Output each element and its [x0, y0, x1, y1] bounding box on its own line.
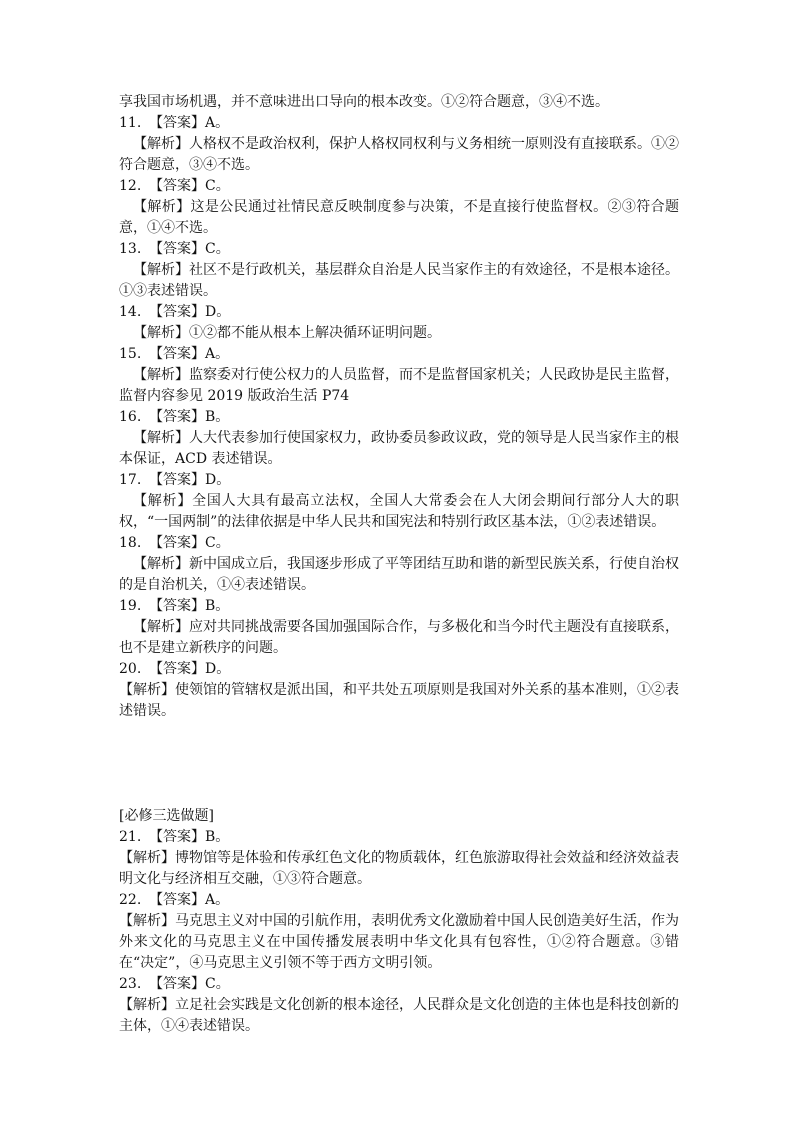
explanation-text: 【解析】使领馆的管辖权是派出国，和平共处五项原则是我国对外关系的基本准则，①②表述错误。: [119, 682, 679, 719]
section-title: [必修三选做题]: [119, 808, 214, 824]
answer-text: 【答案】C。: [149, 535, 230, 551]
answer-text: 【答案】A。: [149, 346, 230, 362]
question-number: 15.: [119, 346, 142, 362]
answer-line: [119, 659, 679, 680]
question-number: 22.: [119, 892, 142, 908]
explanation-text: 【解析】应对共同挑战需要各国加强国际合作，与多极化和当今时代主题没有直接联系，也不是建立新秩序的问题。: [119, 619, 679, 656]
answer-line: [119, 302, 679, 323]
question-number: 21.: [119, 829, 142, 845]
question-number: 12.: [119, 178, 142, 194]
question-number: 20.: [119, 661, 142, 677]
answer-text: 【答案】A。: [149, 892, 230, 908]
answer-line: [119, 470, 679, 491]
explanation-text: 【解析】人格权不是政治权利，保护人格权同权利与义务相统一原则没有直接联系。①②符合题意，③④不选。: [119, 136, 679, 173]
answer-text: 【答案】D。: [149, 472, 231, 488]
answer-text: 【答案】B。: [149, 598, 230, 614]
explanation-text: 【解析】①②都不能从根本上解决循环证明问题。: [133, 325, 441, 341]
explanation-text: 【解析】博物馆等是体验和传承红色文化的物质载体，红色旅游取得社会效益和经济效益表明文化与经济相互交融，①③符合题意。: [119, 850, 679, 887]
answer-text: 【答案】C。: [149, 241, 230, 257]
question-number: 13.: [119, 241, 142, 257]
explanation-text: 【解析】立足社会实践是文化创新的根本途径，人民群众是文化创造的主体也是科技创新的主体，①④表述错误。: [119, 997, 679, 1034]
question-number: 18.: [119, 535, 142, 551]
explanation-text: 【解析】全国人大具有最高立法权，全国人大常委会在人大闭会期间行部分人大的职权，“一国两制”的法律依据是中华人民共和国宪法和特别行政区基本法，①②表述错误。: [119, 493, 679, 530]
explanation-text: 【解析】监察委对行使公权力的人员监督，而不是监督国家机关；人民政协是民主监督，监督内容参见 2019 版政治生活 P74: [119, 367, 679, 404]
question-number: 23.: [119, 976, 142, 992]
document-page: [119, 92, 679, 1037]
answer-text: 【答案】D。: [149, 661, 231, 677]
answer-line: [119, 890, 679, 911]
answer-text: 【答案】C。: [149, 976, 230, 992]
answer-line: [119, 974, 679, 995]
question-number: 11.: [119, 115, 142, 131]
answer-line: [119, 827, 679, 848]
answer-text: 【答案】D。: [149, 304, 231, 320]
answer-text: 【答案】C。: [149, 178, 230, 194]
answer-line: [119, 596, 679, 617]
explanation-text: 【解析】新中国成立后，我国逐步形成了平等团结互助和谐的新型民族关系，行使自治权的是自治机关，①④表述错误。: [119, 556, 679, 593]
answer-text: 【答案】B。: [149, 409, 230, 425]
explanation-text: 【解析】人大代表参加行使国家权力，政协委员参政议政，党的领导是人民当家作主的根本保证，ACD 表述错误。: [119, 430, 679, 467]
explanation-text: 【解析】马克思主义对中国的引航作用，表明优秀文化激励着中国人民创造美好生活，作为外来文化的马克思主义在中国传播发展表明中华文化具有包容性，①②符合题意。③错在“决定”，④马克思主义引领不等于西方文明引领。: [119, 913, 679, 971]
answer-line: [119, 533, 679, 554]
intro-line: 享我国市场机遇，并不意味进出口导向的根本改变。①②符合题意，③④不选。: [119, 94, 609, 110]
answers-part-1: [119, 113, 679, 722]
answer-line: [119, 239, 679, 260]
answer-text: 【答案】A。: [149, 115, 230, 131]
section-spacer: [119, 722, 679, 806]
question-number: 19.: [119, 598, 142, 614]
answer-line: [119, 113, 679, 134]
question-number: 17.: [119, 472, 142, 488]
explanation-text: 【解析】这是公民通过社情民意反映制度参与决策，不是直接行使监督权。②③符合题意，①④不选。: [119, 199, 679, 236]
answer-line: [119, 344, 679, 365]
question-number: 14.: [119, 304, 142, 320]
answer-line: [119, 176, 679, 197]
question-number: 16.: [119, 409, 142, 425]
answer-line: [119, 407, 679, 428]
explanation-text: 【解析】社区不是行政机关，基层群众自治是人民当家作主的有效途径，不是根本途径。①③表述错误。: [119, 262, 679, 299]
answer-text: 【答案】B。: [149, 829, 230, 845]
answers-part-2: [119, 827, 679, 1037]
